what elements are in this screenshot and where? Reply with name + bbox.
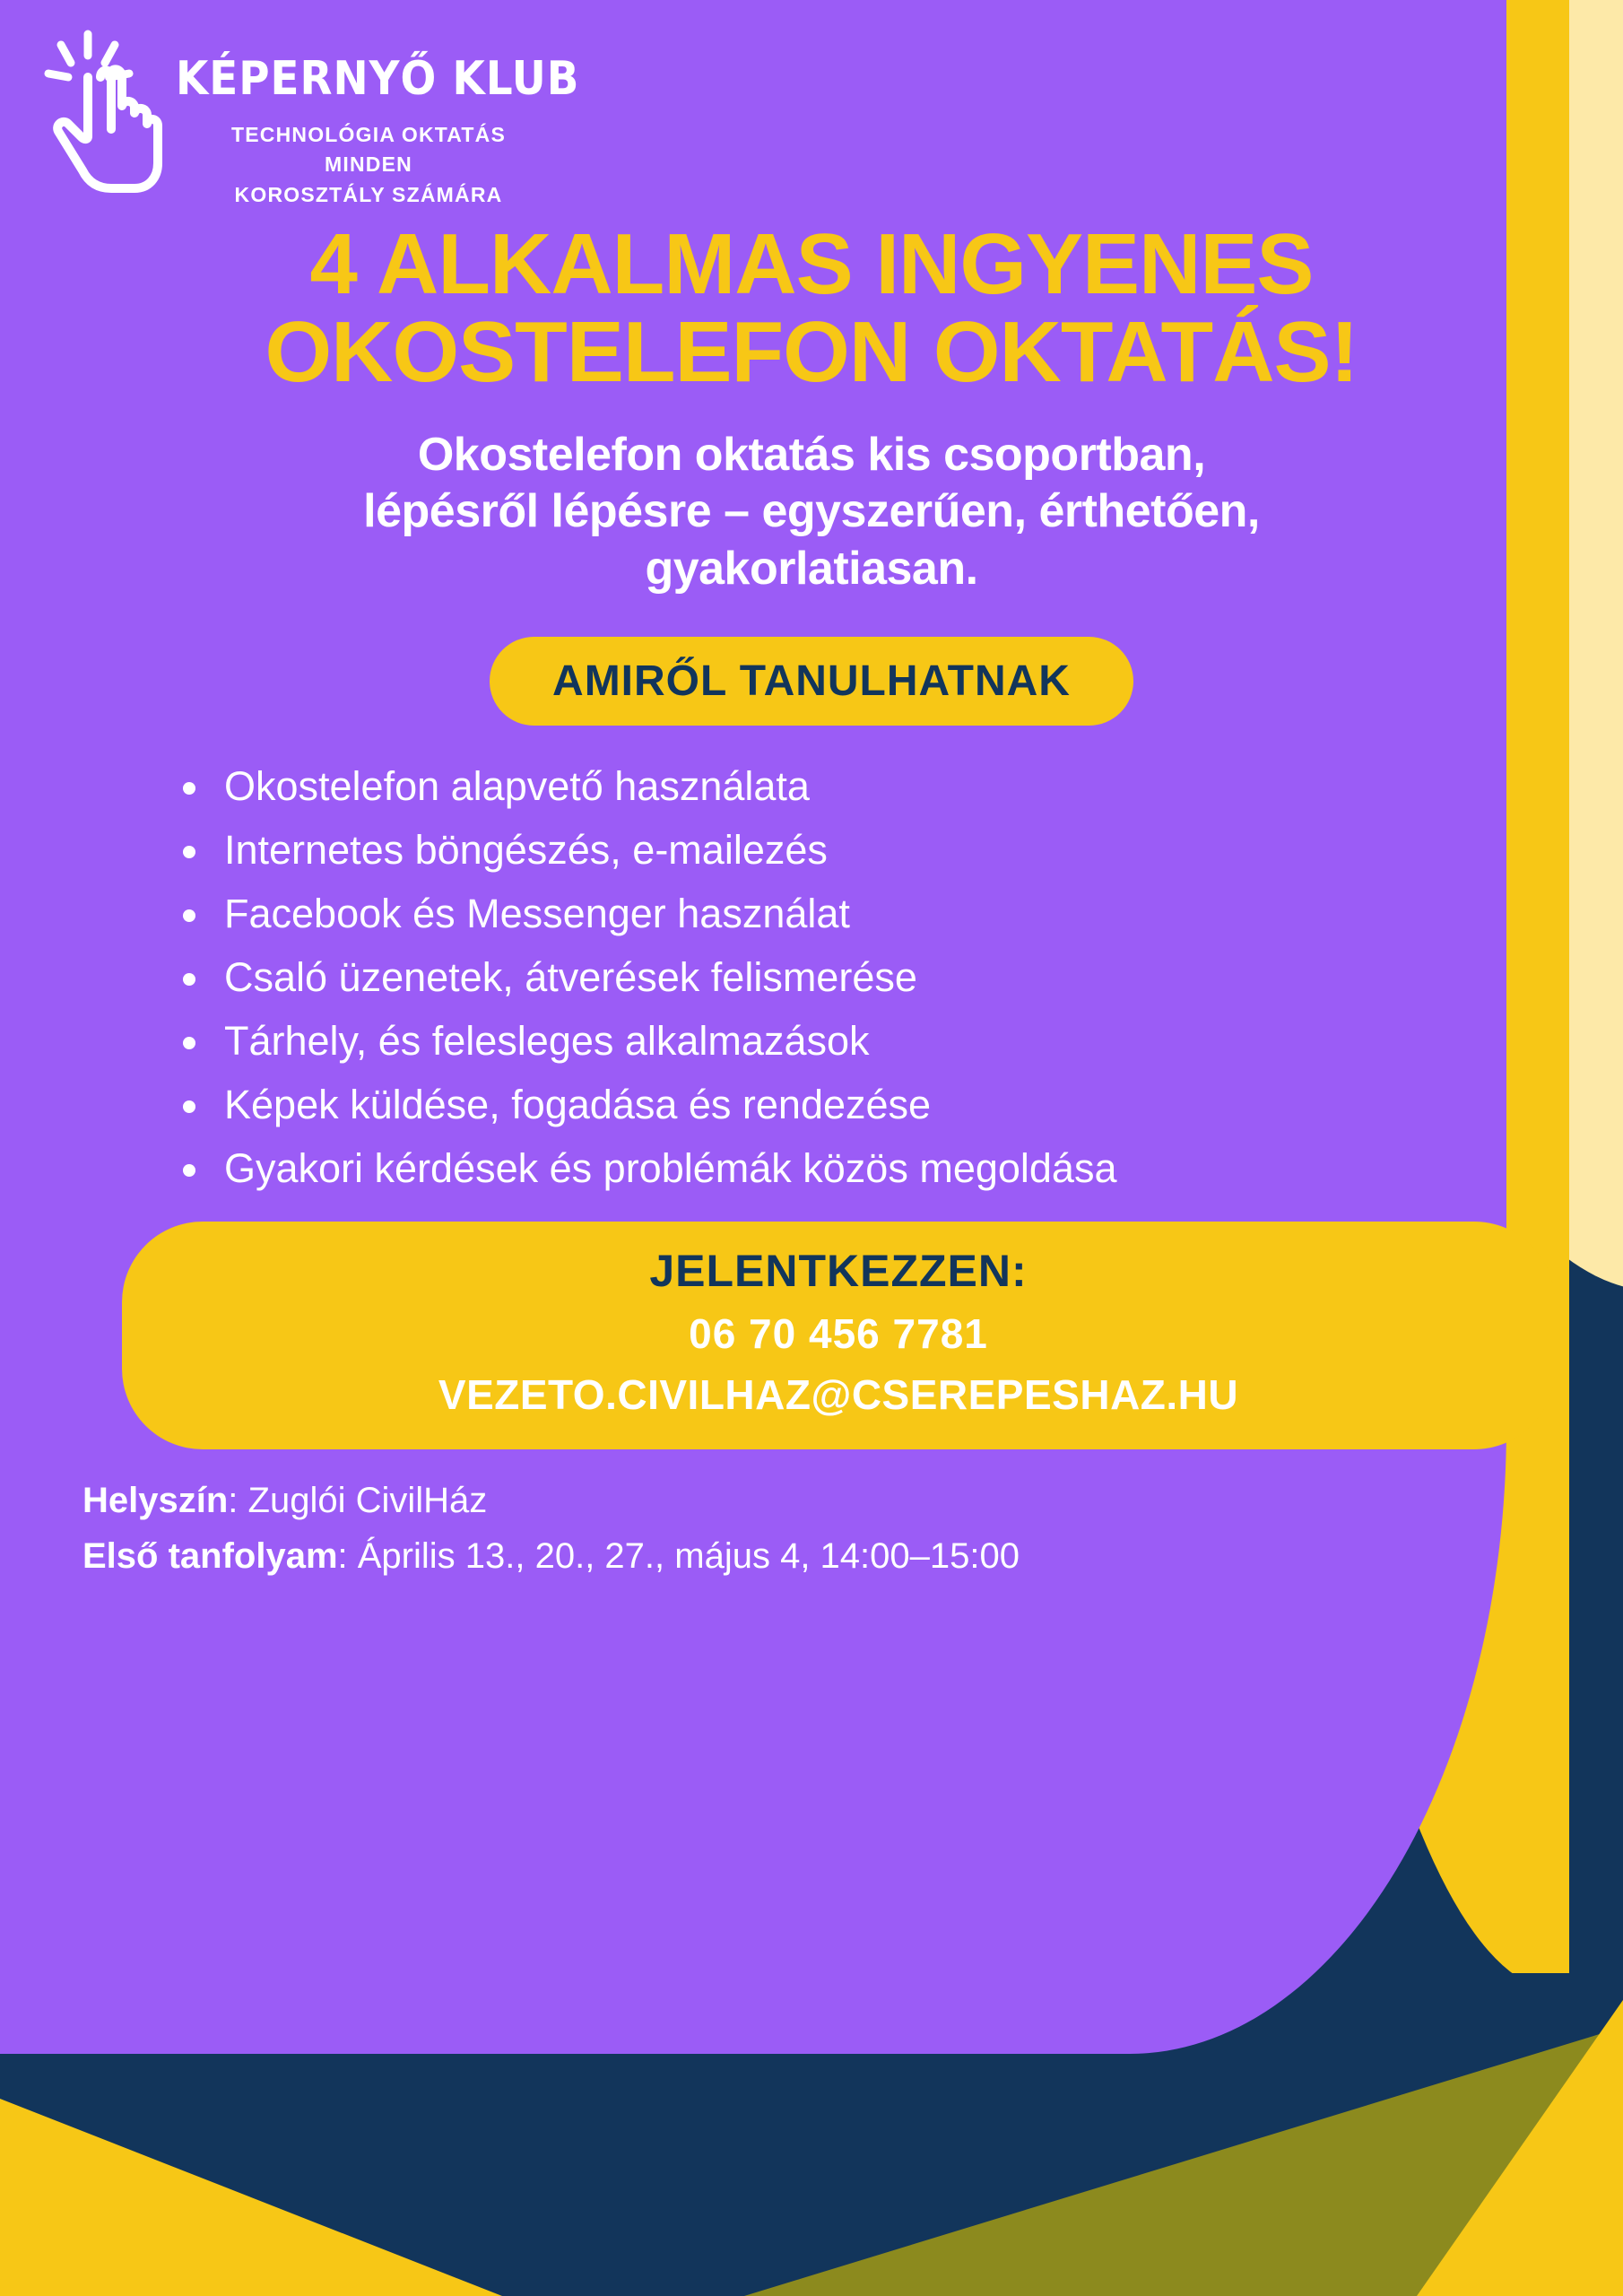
venue-row — [82, 1473, 1582, 1528]
brand-header — [41, 0, 1582, 210]
brand-tagline — [203, 120, 534, 210]
headline-line-1: 4 ALKALMAS INGYENES — [309, 216, 1314, 313]
course-value: : Április 13., 20., 27., május 4, 14:00–15:00 — [337, 1536, 1020, 1577]
subheadline — [77, 427, 1546, 597]
list-item: Képek küldése, fogadása és rendezése — [176, 1076, 1582, 1133]
contact-title: JELENTKEZZEN: — [649, 1246, 1028, 1297]
contact-email[interactable]: VEZETO.CIVILHAZ@CSEREPESHAZ.HU — [438, 1371, 1239, 1419]
topics-list — [41, 758, 1582, 1196]
subheadline-line-3: gyakorlatiasan. — [645, 542, 978, 595]
section-pill-label: AMIRŐL TANULHATNAK — [490, 637, 1133, 726]
contact-phone[interactable]: 06 70 456 7781 — [689, 1310, 988, 1358]
course-row — [82, 1528, 1582, 1584]
brand-text-block — [176, 22, 579, 210]
list-item: Internetes böngészés, e-mailezés — [176, 822, 1582, 878]
brand-tagline-line2: KOROSZTÁLY SZÁMÁRA — [234, 182, 503, 206]
list-item: Facebook és Messenger használat — [176, 885, 1582, 942]
section-pill-wrap — [41, 637, 1582, 726]
list-item: Csaló üzenetek, átverések felismerése — [176, 949, 1582, 1005]
headline-line-2: OKOSTELEFON OKTATÁS! — [265, 303, 1358, 400]
pointing-hand-tap-icon — [41, 22, 176, 201]
brand-tagline-line1: TECHNOLÓGIA OKTATÁS MINDEN — [230, 123, 507, 177]
list-item: Tárhely, és felesleges alkalmazások — [176, 1013, 1582, 1069]
venue-value: : Zuglói CivilHáz — [228, 1481, 488, 1521]
contact-panel — [122, 1222, 1555, 1449]
event-details — [82, 1473, 1582, 1584]
course-label: Első tanfolyam — [82, 1536, 338, 1577]
list-item: Gyakori kérdések és problémák közös megoldása — [176, 1140, 1582, 1196]
subheadline-line-1: Okostelefon oktatás kis csoportban, — [417, 428, 1206, 481]
subheadline-line-2: lépésről lépésre – egyszerűen, érthetően, — [363, 485, 1260, 538]
brand-name: KÉPERNYŐ KLUB — [176, 52, 580, 106]
headline — [41, 216, 1582, 400]
venue-label: Helyszín — [82, 1481, 229, 1521]
list-item: Okostelefon alapvető használata — [176, 758, 1582, 814]
